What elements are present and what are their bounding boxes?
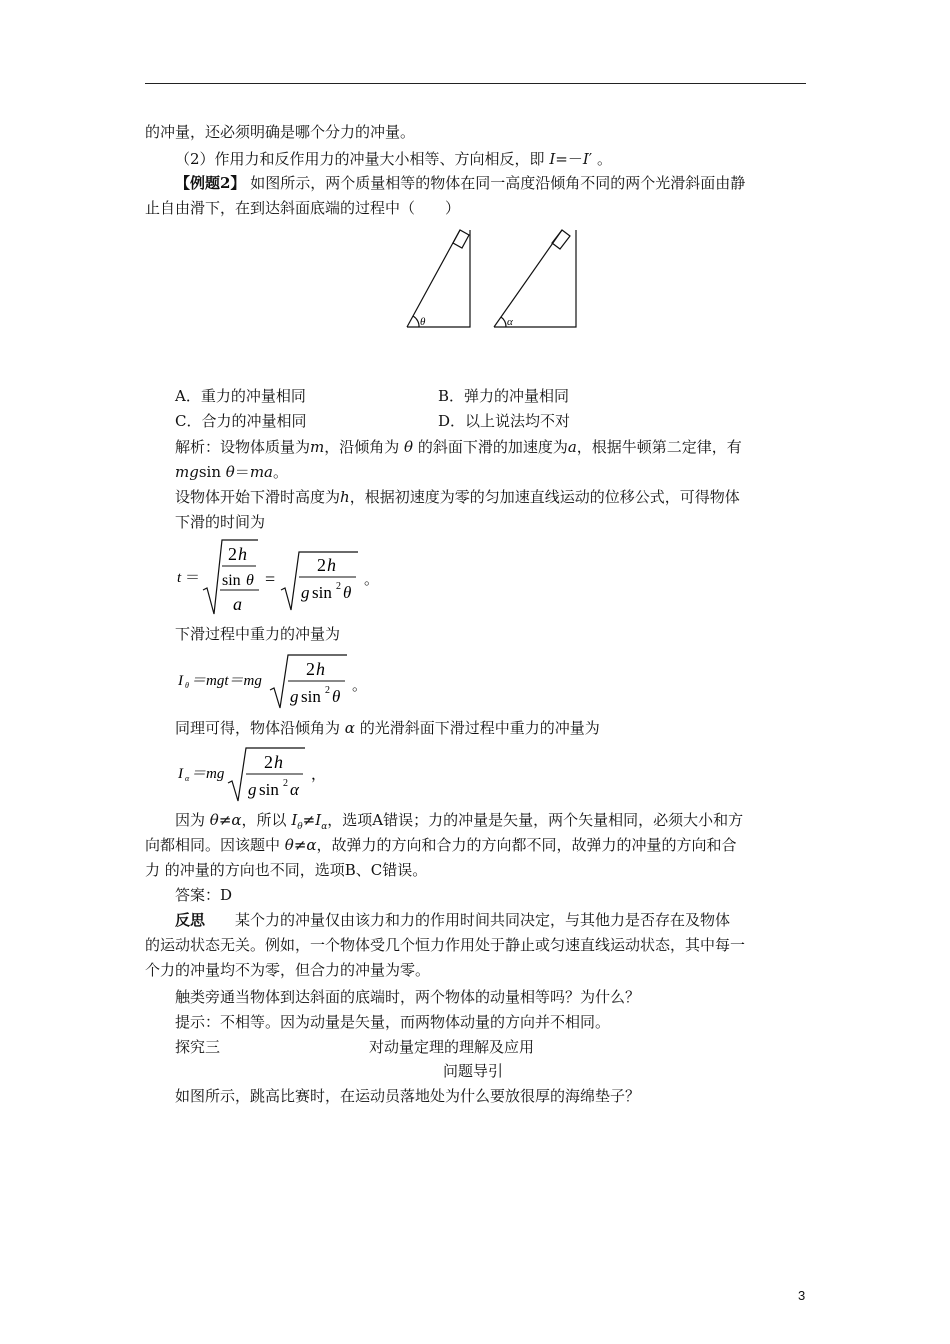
text: 如图所示，两个质量相等的物体在同一高度沿倾角不同的两个光滑斜面由静 [245, 174, 746, 192]
text: （2）作用力和反作用力的冲量大小相等、方向相反，即 [175, 150, 550, 168]
block-right [552, 230, 570, 249]
text: 下滑的时间为 [175, 513, 266, 531]
text: sin [198, 463, 226, 481]
symbol: a [567, 438, 577, 456]
incline-left-legs [407, 230, 470, 327]
paragraph-line [175, 1011, 610, 1033]
t-symbol: t [177, 570, 182, 586]
symbol: mg [175, 463, 199, 481]
two: 2 [264, 752, 273, 772]
reflection-line [175, 909, 730, 931]
paragraph-line [175, 148, 612, 170]
option-d [438, 410, 570, 432]
option-text: D．以上说法均不对 [438, 412, 571, 430]
subsection-text: 问题导引 [443, 1062, 504, 1080]
g-symbol: g [301, 583, 310, 602]
paragraph-line [145, 834, 737, 856]
text: 设物体开始下滑时高度为 [175, 488, 341, 506]
symbol: I [582, 150, 589, 168]
I-symbol: I [178, 766, 183, 782]
two: 2 [228, 544, 237, 564]
option-b [438, 385, 569, 407]
h-symbol: h [274, 752, 283, 772]
symbol: ma [249, 463, 273, 481]
text: 向都相同。因该题中 [145, 836, 285, 854]
symbol: I [315, 811, 322, 829]
alpha-label: α [507, 316, 513, 328]
paragraph-line [145, 934, 745, 956]
example-label: 【例题2】 [175, 174, 246, 192]
text: 个力的冲量均不为零，但合力的冲量为零。 [145, 961, 431, 979]
exponent: 2 [283, 778, 288, 789]
two: 2 [306, 659, 315, 679]
exponent: 2 [325, 685, 330, 696]
page-number: 3 [798, 1288, 806, 1303]
symbol: θ [404, 438, 414, 456]
subscript: α [321, 822, 328, 832]
option-text: C．合力的冲量相同 [175, 412, 307, 430]
reflection-label: 反思 [175, 911, 206, 929]
analysis-line [175, 486, 740, 508]
text: ，所以 [241, 811, 292, 829]
option-text: A．重力的冲量相同 [175, 387, 306, 405]
text: ＝ [234, 463, 250, 481]
text: 。 [272, 463, 288, 481]
section-title [369, 1036, 534, 1058]
symbol: θ [225, 463, 235, 481]
paragraph-line [145, 959, 430, 981]
paragraph-line [175, 623, 340, 645]
text: ，沿倾角为 [324, 438, 405, 456]
incline-figure [400, 222, 585, 332]
h-symbol: h [316, 659, 325, 679]
text: 的冲量，还必须明确是哪个分力的冲量。 [145, 123, 416, 141]
text: ≠ [218, 811, 232, 829]
symbol: θ [209, 811, 219, 829]
I-symbol: I [178, 673, 183, 689]
h-symbol: h [238, 544, 247, 564]
symbol: I [291, 811, 298, 829]
subscript: α [185, 774, 190, 783]
paragraph-line [175, 986, 640, 1008]
g-symbol: g [248, 780, 257, 799]
section-label [175, 1036, 220, 1058]
paragraph-line [145, 859, 427, 881]
formula-text: ＝mg [191, 766, 225, 782]
formula-text: ＝mgt＝mg [191, 673, 262, 689]
text: 解析：设物体质量为 [175, 438, 311, 456]
text: ≠ [302, 811, 316, 829]
a-symbol: a [233, 594, 242, 614]
g-symbol: g [290, 687, 299, 706]
analysis-line [175, 461, 288, 483]
paragraph-line [175, 717, 600, 739]
text: =－ [555, 150, 583, 168]
theta: θ [343, 583, 352, 602]
symbol: m [310, 438, 325, 456]
option-text: B．弹力的冲量相同 [438, 387, 570, 405]
section-title-text: 对动量定理的理解及应用 [369, 1038, 535, 1056]
symbol: θ [284, 836, 294, 854]
incline-left-slope [407, 230, 460, 327]
subscript: θ [185, 681, 189, 690]
symbol: α [344, 719, 355, 737]
text: 因为 [175, 811, 210, 829]
text: 的斜面下滑的加速度为 [413, 438, 568, 456]
theta: θ [332, 687, 341, 706]
formula-impulse-alpha [175, 743, 345, 803]
subscript: θ [297, 822, 303, 832]
text: 的光滑斜面下滑过程中重力的冲量为 [354, 719, 600, 737]
h-symbol: h [327, 555, 336, 575]
symbol: α [306, 836, 317, 854]
subsection-title [443, 1060, 503, 1082]
text: 同理可得，物体沿倾角为 [175, 719, 345, 737]
theta-label: θ [420, 316, 426, 328]
answer-line [175, 884, 232, 906]
text: 如图所示，跳高比赛时，在运动员落地处为什么要放很厚的海绵垫子？ [175, 1087, 641, 1105]
analysis-line [175, 436, 742, 458]
theta: θ [246, 572, 254, 589]
exponent: 2 [336, 581, 341, 592]
answer-text: 答案：D [175, 886, 233, 904]
text: 止自由滑下，在到达斜面底端的过程中（ ） [145, 199, 461, 217]
two: 2 [317, 555, 326, 575]
analysis-line [175, 511, 265, 533]
incline-right-slope [494, 230, 562, 327]
symbol: h [340, 488, 350, 506]
paragraph-line [175, 1085, 640, 1107]
text: ≠ [293, 836, 307, 854]
formula-time [175, 538, 385, 618]
text: ，根据牛顿第二定律，有 [576, 438, 742, 456]
section-number: 探究三 [175, 1038, 221, 1056]
text: 力 的冲量的方向也不同，选项B、C错误。 [145, 861, 428, 879]
alpha: α [290, 780, 299, 799]
angle-arc-right [501, 317, 506, 327]
example-heading [175, 172, 745, 194]
option-c [175, 410, 306, 432]
text: 提示：不相等。因为动量是矢量，而两物体动量的方向并不相同。 [175, 1013, 611, 1031]
formula-impulse-theta [175, 650, 375, 710]
text: 的运动状态无关。例如，一个物体受几个恒力作用处于静止或匀速直线运动状态，其中每一 [145, 936, 746, 954]
symbol: I [549, 150, 556, 168]
text: ，故弹力的方向和合力的方向都不同，故弹力的冲量的方向和合 [316, 836, 737, 854]
comma: ， [311, 767, 327, 783]
text: ，选项A错误；力的冲量是矢量，两个矢量相同，必须大小和方 [327, 811, 744, 829]
equals: = [265, 569, 276, 589]
text: 下滑过程中重力的冲量为 [175, 625, 341, 643]
angle-arc-left [413, 316, 419, 327]
period: 。 [364, 572, 380, 588]
sin: sin [301, 687, 321, 706]
sin: sin [312, 583, 332, 602]
option-a [175, 385, 306, 407]
text: ，根据初速度为零的匀加速直线运动的位移公式，可得物体 [349, 488, 740, 506]
header-rule [145, 83, 806, 84]
text: ′ 。 [588, 150, 612, 168]
text: 某个力的冲量仅由该力和力的作用时间共同决定，与其他力是否存在及物体 [205, 911, 731, 929]
sin: sin [259, 780, 279, 799]
paragraph-line [145, 197, 460, 219]
text: 触类旁通当物体到达斜面的底端时，两个物体的动量相等吗？为什么？ [175, 988, 641, 1006]
equals: ＝ [185, 570, 201, 586]
paragraph-line [145, 121, 415, 143]
period: 。 [352, 678, 368, 694]
block-left [453, 230, 469, 248]
sin: sin [222, 572, 241, 589]
symbol: α [231, 811, 242, 829]
